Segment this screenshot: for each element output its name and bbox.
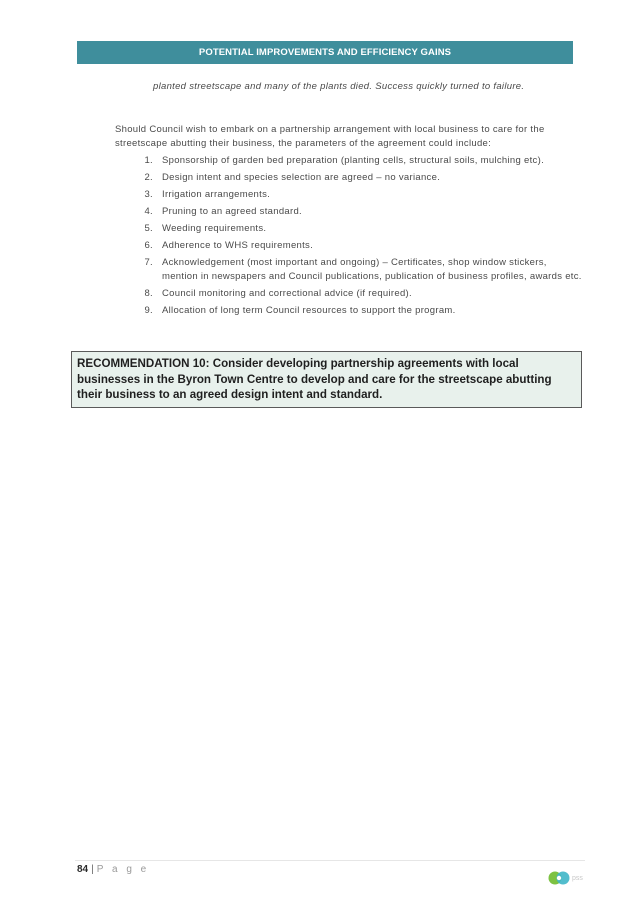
list-item-text: Weeding requirements.	[162, 223, 267, 234]
list-item-text: Acknowledgement (most important and ongoing) – Certificates, shop window stickers, mention in newspapers and Council publications, publication of business profiles, awards etc.	[162, 257, 582, 282]
footer-divider	[75, 860, 585, 861]
list-item	[115, 287, 585, 301]
page-number: 84	[77, 864, 89, 875]
logo-icon	[548, 871, 570, 885]
company-logo	[548, 870, 588, 886]
list-item	[115, 304, 585, 318]
list-item-number: 5.	[144, 223, 153, 234]
list-item-number: 3.	[144, 189, 153, 200]
footer-separator: |	[91, 864, 94, 875]
page-footer	[77, 864, 149, 875]
list-item	[115, 239, 585, 253]
parameters-list	[115, 154, 585, 321]
list-item	[115, 256, 585, 284]
list-item-text: Pruning to an agreed standard.	[162, 206, 302, 217]
list-item-text: Council monitoring and correctional advice (if required).	[162, 288, 412, 299]
list-item-number: 8.	[144, 288, 153, 299]
recommendation-box	[71, 351, 582, 408]
list-item-text: Design intent and species selection are agreed – no variance.	[162, 172, 441, 183]
list-item-number: 2.	[144, 172, 153, 183]
section-header-title: POTENTIAL IMPROVEMENTS AND EFFICIENCY GAINS	[198, 47, 452, 58]
list-item	[115, 222, 585, 236]
list-item-text: Adherence to WHS requirements.	[162, 240, 314, 251]
list-item	[115, 205, 585, 219]
section-header	[77, 41, 573, 64]
list-item-number: 1.	[144, 155, 153, 166]
list-item-number: 6.	[144, 240, 153, 251]
list-item-number: 4.	[144, 206, 153, 217]
list-item-text: Irrigation arrangements.	[162, 189, 271, 200]
list-item	[115, 171, 585, 185]
quote-paragraph: planted streetscape and many of the plants died. Success quickly turned to failure.	[153, 81, 525, 92]
recommendation-text: RECOMMENDATION 10: Consider developing partnership agreements with local businesses in the Byron Town Centre to develop and care for the streetscape abutting their business to an agreed design intent and standard.	[77, 357, 552, 401]
list-item-text: Sponsorship of garden bed preparation (planting cells, structural soils, mulching etc).	[162, 155, 545, 166]
list-item-text: Allocation of long term Council resources to support the program.	[162, 305, 456, 316]
intro-paragraph: Should Council wish to embark on a partnership arrangement with local business to care for the streetscape abutting their business, the parameters of the agreement could include:	[115, 124, 545, 149]
logo-text: pss	[572, 874, 583, 882]
list-item-number: 9.	[144, 305, 153, 316]
page-word: P a g e	[96, 864, 150, 875]
list-item	[115, 154, 585, 168]
list-item-number: 7.	[144, 257, 153, 268]
list-item	[115, 188, 585, 202]
